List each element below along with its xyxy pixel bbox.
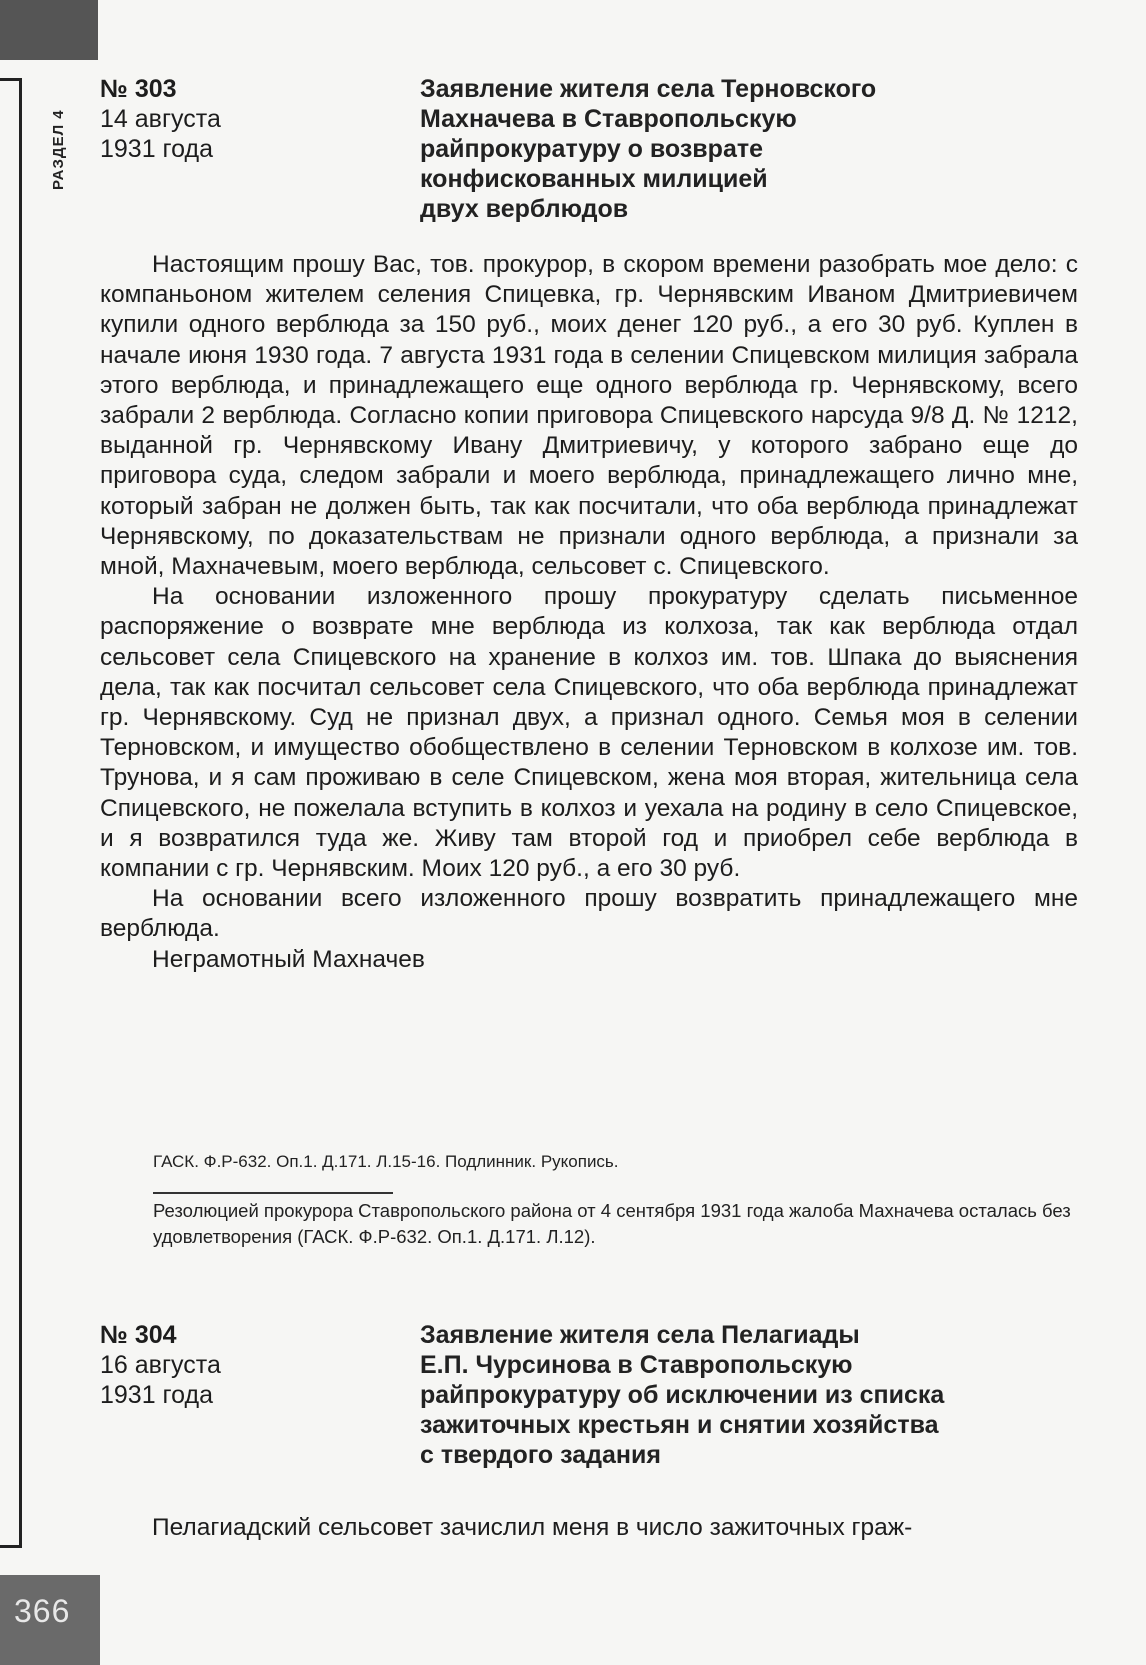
title-line: Заявление жителя села Пелагиады <box>420 1321 860 1349</box>
body-paragraph: Настоящим прошу Вас, тов. прокурор, в скором времени разобрать мое дело: с компаньоном жителем селения Спицевка, гр. Чернявским Иваном Дмитриевичем купили одного верблюда за 150 руб., моих денег 120 руб., а его 30 руб. Куплен в начале июня 1930 года. 7 августа 1931 года в селении Спицевском милиция забрала этого верблюда, и принадлежащего еще одного верблюда гр. Чернявскому, всего забрали 2 верблюда. Согласно копии приговора Спицевского нарсуда 9/8 Д. № 1212, выданной гр. Чернявскому Ивану Дмитриевичу, у которого забрано еще до приговора суда, следом забрали и моего верблюда, принадлежащего лично мне, который забран не должен быть, так как посчитали, что оба верблюда принадлежат Чернявскому, по доказательствам не признали одного верблюда, а признали за мной, Махначевым, моего верблюда, сельсовет с. Спицевского. <box>100 251 1078 581</box>
doc-year: 1931 года <box>100 1381 213 1409</box>
archive-source: ГАСК. Ф.Р-632. Оп.1. Д.171. Л.15-16. Подлинник. Рукопись. <box>153 1152 619 1171</box>
doc-304-body <box>100 1513 1078 1543</box>
body-paragraph: На основании всего изложенного прошу возвратить принадлежащего мне верблюда. <box>100 885 1078 943</box>
doc-304-title <box>420 1320 1060 1470</box>
doc-number: № 304 <box>100 1321 177 1349</box>
body-paragraph: На основании изложенного прошу прокуратуру сделать письменное распоряжение о возврате мне верблюда из колхоза, так как верблюда отдал сельсовет села Спицевского на хранение в колхоз им. тов. Шпака до выяснения дела, так как посчитал сельсовет села Спицевского, что оба верблюда принадлежат гр. Чернявскому. Суд не признал двух, а признал одного. Семья моя в селении Терновском, и имущество обобществлено в селении Терновском в колхозе им. тов. Трунова, и я сам проживаю в селе Спицевском, жена моя вторая, жительница села Спицевского, не пожелала вступить в колхоз и уехала на родину в село Спицевское, и я возвратился туда же. Живу там второй год и приобрел себе верблюда в компании с гр. Чернявским. Моих 120 руб., а его 30 руб. <box>100 583 1078 883</box>
note-divider <box>153 1192 393 1194</box>
signature: Неграмотный Махначев <box>152 945 425 973</box>
title-line: с твердого задания <box>420 1441 661 1469</box>
title-line: Заявление жителя села Терновского <box>420 75 877 103</box>
doc-303-meta <box>100 74 390 164</box>
title-line: Е.П. Чурсинова в Ставропольскую <box>420 1351 853 1379</box>
body-paragraph: Пелагиадский сельсовет зачислил меня в число зажиточных граж- <box>152 1514 913 1541</box>
doc-date: 16 августа <box>100 1351 221 1379</box>
doc-year: 1931 года <box>100 135 213 163</box>
title-line: райпрокуратуру об исключении из списка <box>420 1381 945 1409</box>
corner-block <box>0 0 98 60</box>
page-number-box <box>0 1575 100 1665</box>
doc-303-title <box>420 74 1060 224</box>
section-label: РАЗДЕЛ 4 <box>50 109 67 190</box>
title-line: двух верблюдов <box>420 195 629 223</box>
sidebar-frame <box>0 78 22 1548</box>
doc-date: 14 августа <box>100 105 221 133</box>
doc-304-meta <box>100 1320 390 1410</box>
footnote: Резолюцией прокурора Ставропольского района от 4 сентября 1931 года жалоба Махначева осталась без удовлетворения (ГАСК. Ф.Р-632. Оп.1. Д.171. Л.12). <box>153 1200 1071 1247</box>
title-line: Махначева в Ставропольскую <box>420 105 797 133</box>
doc-303-body <box>100 250 1078 975</box>
doc-number: № 303 <box>100 75 177 103</box>
title-line: конфискованных милицией <box>420 165 768 193</box>
title-line: зажиточных крестьян и снятии хозяйства <box>420 1411 939 1439</box>
title-line: райпрокуратуру о возврате <box>420 135 763 163</box>
page-number: 366 <box>14 1593 71 1629</box>
